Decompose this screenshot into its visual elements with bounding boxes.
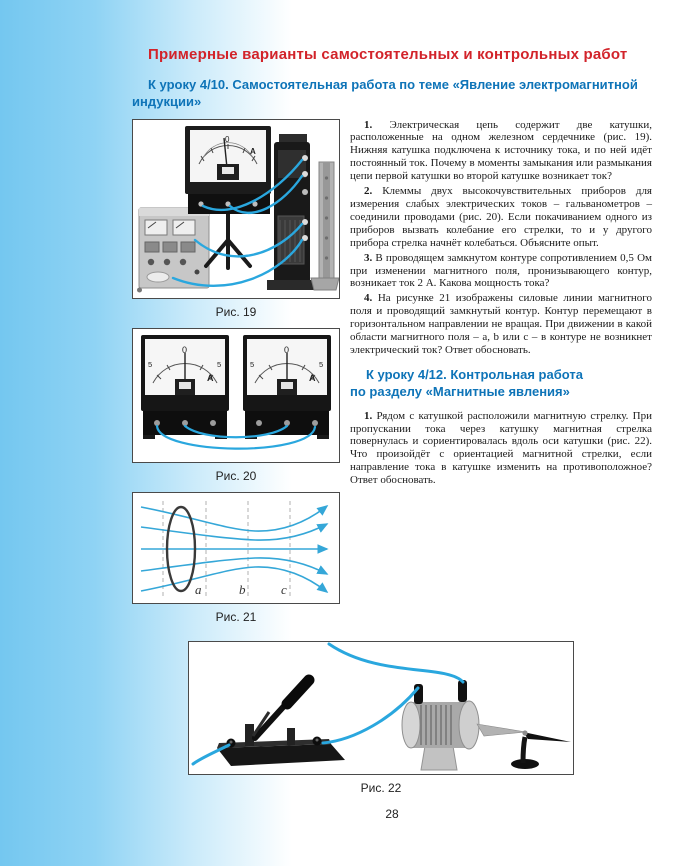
region-label-a: a — [195, 581, 202, 597]
region-label-b: b — [239, 581, 246, 597]
problem-1 — [350, 119, 652, 184]
galvanometer-right-illustration — [243, 335, 331, 439]
figure-21-image — [132, 492, 340, 604]
figure-22-image — [188, 641, 574, 775]
page-title: Примерные варианты самостоятельных и контрольных работ — [148, 46, 628, 63]
problem-4-number: 4. — [364, 292, 373, 305]
problem-3 — [350, 252, 652, 291]
problem-2-text: Клеммы двух высокочувствительных приборов для измерения слабых электрических токов – гальванометров – соединили проводами (рис. 20). Если покачиванием одного из приборов вызвать колебание его стрелки, то и у другого прибора стрелка начнёт колебаться. Объясните опыт. — [350, 185, 652, 249]
problem-3-text: В проводящем замкнутом контуре сопротивлением 0,5 Ом при изменении магнитного поля, пронизывающего контур, возникает ток 2 А. Какова мощность тока? — [350, 251, 652, 290]
meter-scale-five-left: 5 — [148, 359, 153, 369]
figure-20-caption: Рис. 20 — [215, 468, 257, 483]
page-content — [132, 46, 652, 821]
magnetic-field-lines — [141, 506, 327, 592]
page-number: 28 — [385, 807, 399, 822]
two-column-layout — [132, 119, 652, 634]
figure-22 — [188, 641, 574, 795]
meter-scale-five-right: 5 — [217, 359, 222, 369]
section2-problem-1 — [350, 410, 652, 487]
figure-21 — [132, 492, 340, 624]
problem-2 — [350, 185, 652, 250]
figure-20-image — [132, 328, 340, 463]
problem-4 — [350, 292, 652, 357]
meter-scale-amp: A — [250, 146, 256, 156]
meter-scale-zero: 0 — [225, 134, 230, 144]
magnetic-needle-illustration — [477, 724, 571, 769]
figure-22-caption: Рис. 22 — [360, 781, 402, 796]
meter-scale-zero: 0 — [284, 344, 290, 355]
figure-21-caption: Рис. 21 — [215, 609, 257, 624]
meter-scale-five-left: 5 — [250, 359, 255, 369]
figure-19-image — [132, 119, 340, 299]
power-supply-illustration — [137, 208, 209, 293]
problem-4-text: На рисунке 21 изображены силовые линии магнитного поля и проводящий замкнутый контур. Контур перемещают в горизонтальном направлении не вращая. При движении в какой области магнитного поля – a, b или c – в контуре не возникнет электрический ток? Ответ обосновать. — [350, 292, 653, 356]
section2-heading — [350, 367, 652, 401]
galvanometer-left-illustration — [141, 335, 229, 439]
knife-switch-illustration — [217, 680, 345, 766]
lab-stand-illustration — [311, 162, 339, 290]
problem-1-number: 1. — [364, 118, 373, 131]
figure-20 — [132, 328, 340, 483]
meter-scale-five-right: 5 — [319, 359, 324, 369]
figures-column — [132, 119, 340, 634]
figure-19-caption: Рис. 19 — [215, 304, 257, 319]
problem-2-number: 2. — [364, 185, 373, 198]
section2-heading-line1: К уроку 4/12. Контрольная работа — [366, 366, 583, 382]
meter-scale-zero: 0 — [182, 344, 188, 355]
section2-problem-1-number: 1. — [364, 409, 373, 422]
section1-heading-line1: К уроку 4/10. Самостоятельная работа по теме «Явление электромагнитной — [148, 76, 638, 92]
problem-3-number: 3. — [364, 251, 373, 264]
region-label-c: c — [281, 581, 287, 597]
figure-19 — [132, 119, 340, 319]
text-column — [350, 119, 652, 490]
problem-1-text: Электрическая цепь содержит две катушки, расположенные на одном железном сердечнике (рис. 19). Нижняя катушка подключена к источнику тока, и по ней идёт постоянный ток. Почему в моменты замыкания или размыкания цепи первой катушки во второй катушке возникает ток? — [350, 118, 653, 183]
meter-scale-amp: A — [207, 372, 214, 383]
section1-heading — [132, 77, 652, 111]
section2-problem-1-text: Рядом с катушкой расположили магнитную стрелку. При пропускании тока через катушку магнитная стрелка повернулась и сориентировалась вдоль оси катушки (рис. 22). Что произойдёт с ориентацией магнитной стрелки, если направление тока в катушке изменить на противоположное? Ответ обосновать. — [350, 409, 653, 487]
section1-heading-line2: индукции» — [132, 93, 202, 109]
meter-scale-amp: A — [309, 372, 316, 383]
section2-heading-line2: по разделу «Магнитные явления» — [350, 383, 570, 399]
